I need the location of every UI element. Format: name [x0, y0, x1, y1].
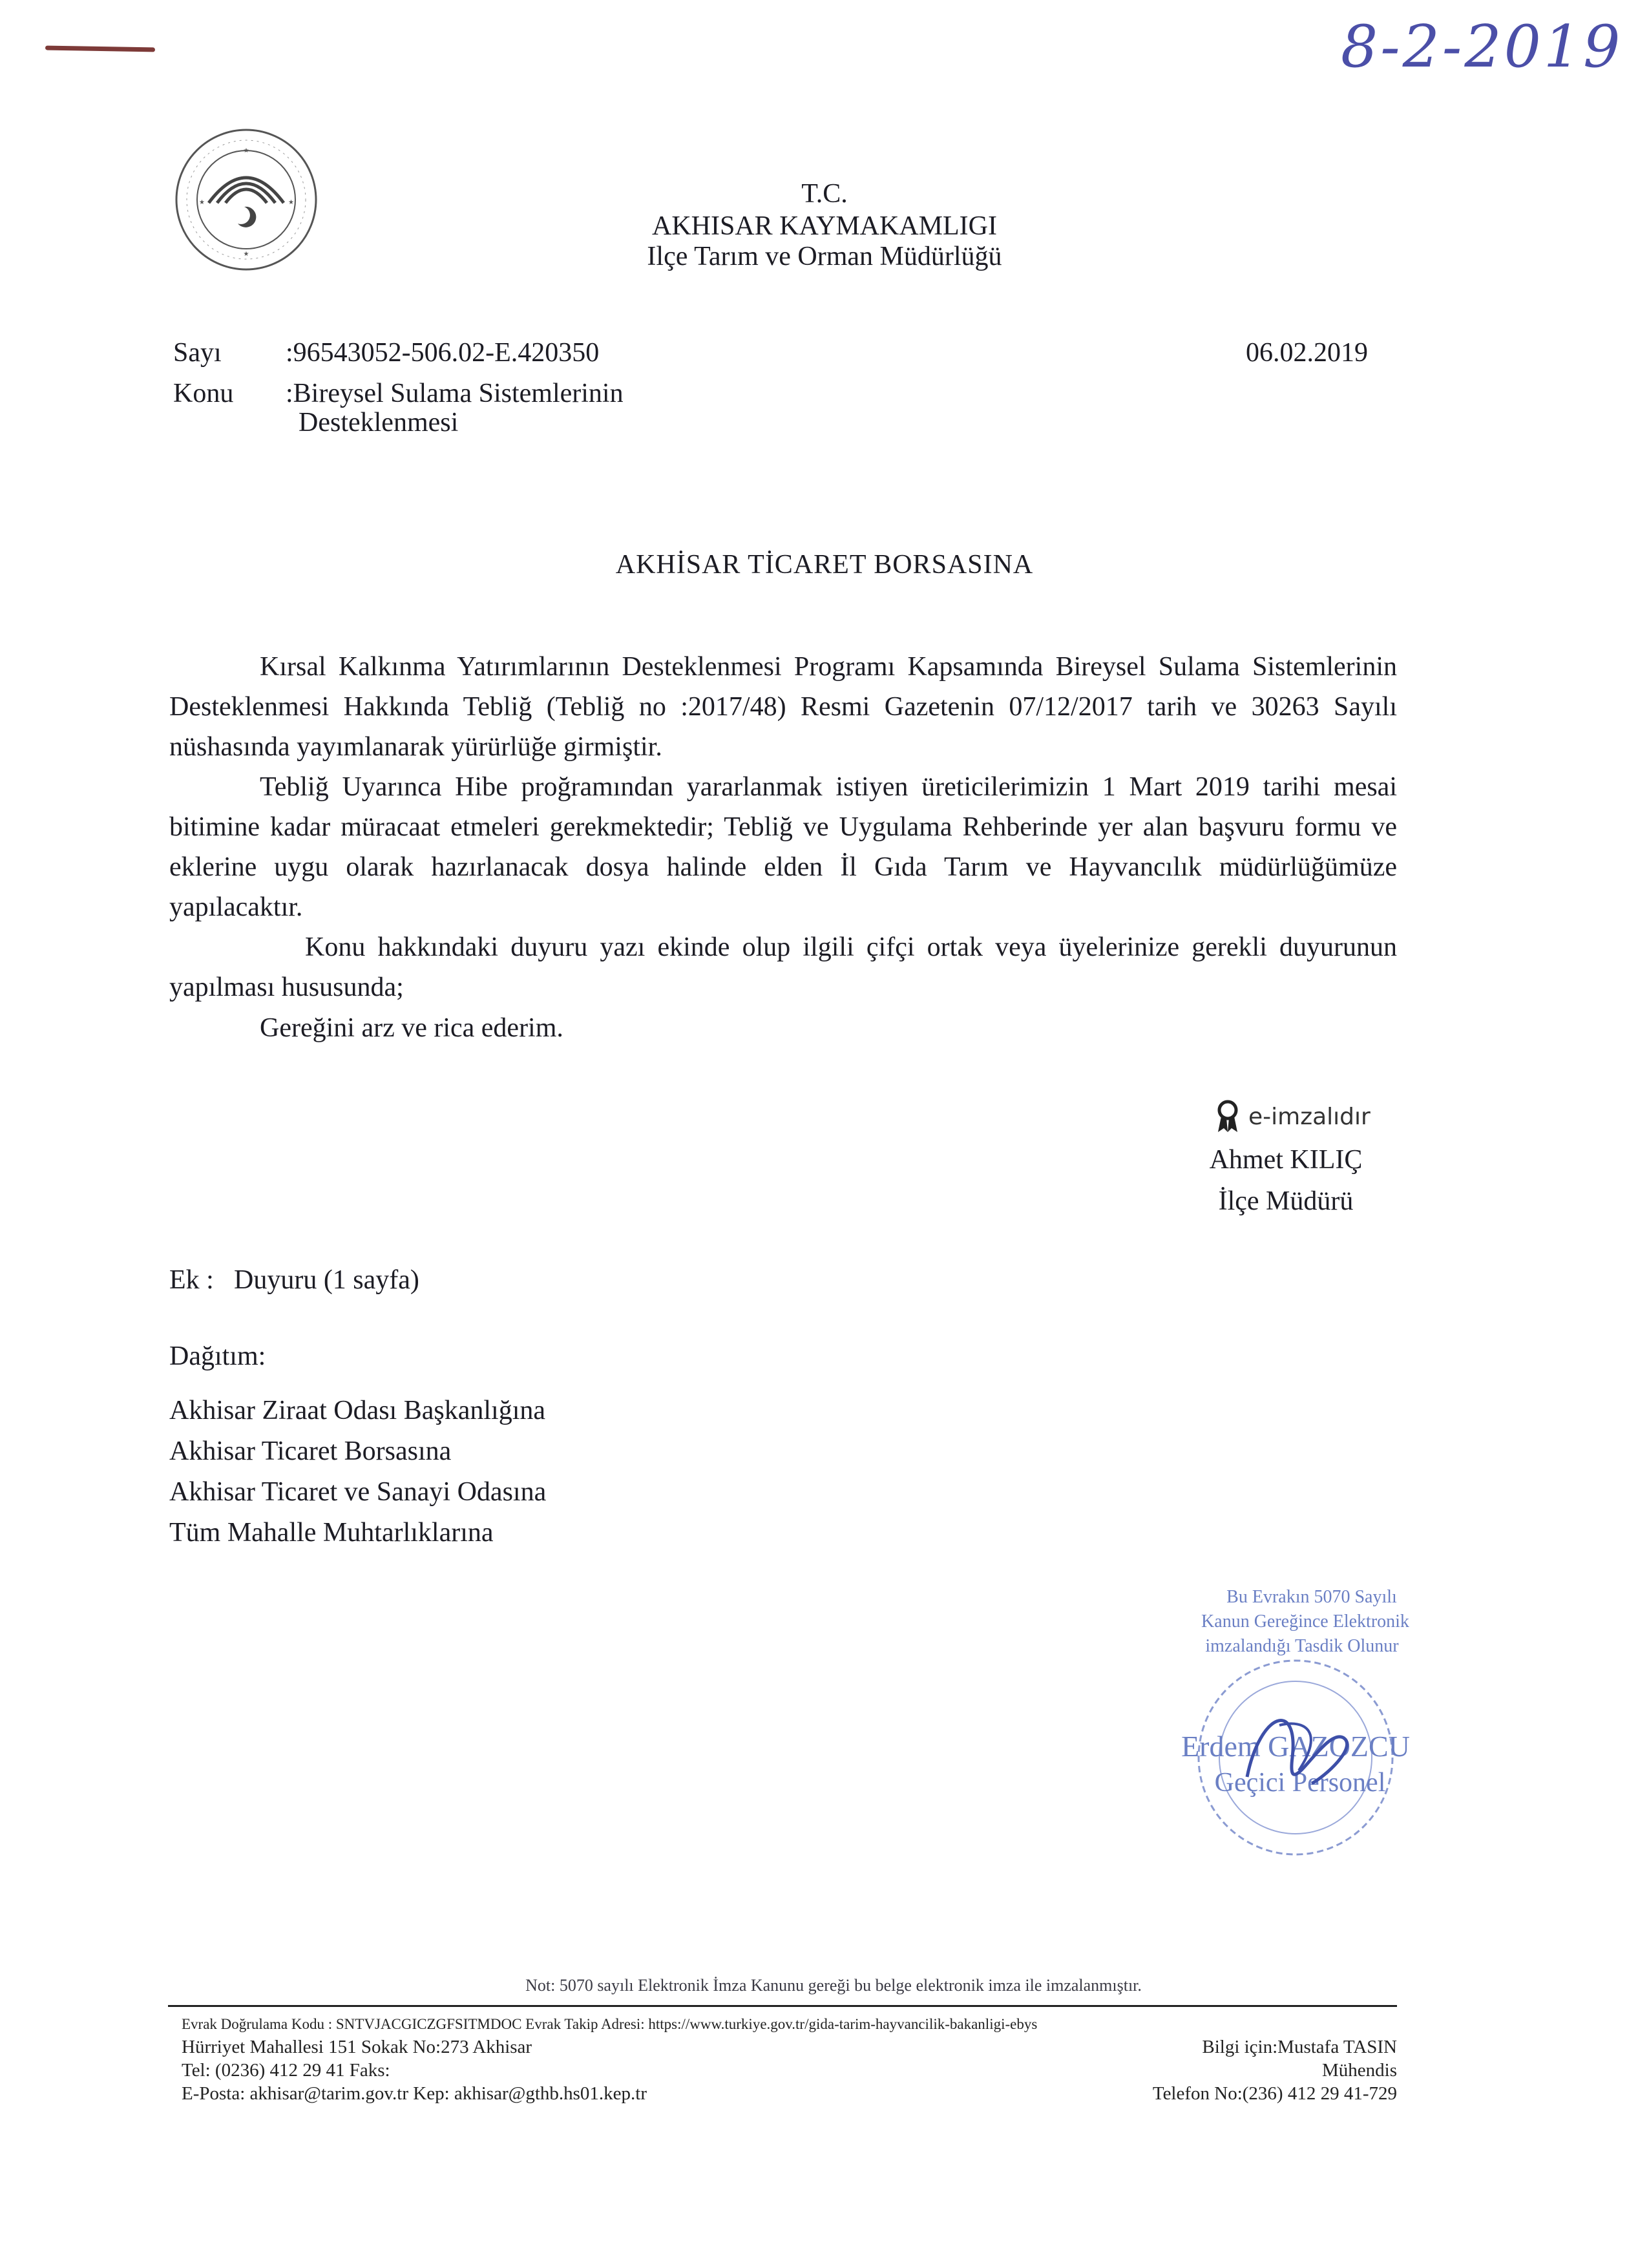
- stamp-line-2: Kanun Gereğince Elektronik: [1201, 1612, 1409, 1632]
- footer-address: Hürriyet Mahallesi 151 Sokak No:273 Akhisar: [182, 2037, 532, 2057]
- footer-telephone: Tel: (0236) 412 29 41 Faks:: [182, 2060, 390, 2081]
- attachment-value: Duyuru (1 sayfa): [234, 1265, 419, 1295]
- body-paragraph-4: Gereğini arz ve rica ederim.: [260, 1013, 563, 1043]
- header-institution: AKHISAR KAYMAKAMLIGI: [652, 211, 997, 241]
- distribution-item: Akhisar Ziraat Odası Başkanlığına: [169, 1396, 546, 1425]
- body-paragraph-2: Tebliğ Uyarınca Hibe proğramından yararlanmak istiyen üreticilerimizin 1 Mart 2019 tarihi mesai bitimine kadar müracaat etmeleri gerekmektedir; Tebliğ ve Uygulama Rehberinde yer alan başvuru formu ve eklerine uygu olarak hazırlanacak dosya halinde elden İl Gıda Tarım ve Hayvancılık müdürlüğümüze yapılacaktır.: [169, 772, 1397, 922]
- stamp-name: Erdem GAZOZCU: [1181, 1730, 1410, 1763]
- distribution-item: Akhisar Ticaret ve Sanayi Odasına: [169, 1477, 547, 1507]
- header-tc: T.C.: [801, 179, 848, 209]
- konu-value-2: Desteklenmesi: [299, 408, 459, 437]
- konu-value-1: :Bireysel Sulama Sistemlerinin: [286, 379, 624, 408]
- svg-text:★: ★: [243, 251, 249, 258]
- document-date: 06.02.2019: [1246, 338, 1368, 368]
- svg-text:★: ★: [288, 199, 294, 206]
- sayi-label: Sayı: [173, 338, 222, 368]
- body-paragraph-3: Konu hakkındaki duyuru yazı ekinde olup ilgili çifçi ortak veya üyelerinize gerekli duyurunun yapılması hususunda;: [169, 932, 1397, 1002]
- footer-e-signature-note: Not: 5070 sayılı Elektronik İmza Kanunu gereği bu belge elektronik imza ile imzalanmıştır.: [525, 1976, 1142, 1995]
- addressee: AKHİSAR TİCARET BORSASINA: [615, 550, 1034, 580]
- stamp-line-3: imzalandığı Tasdik Olunur: [1205, 1636, 1399, 1656]
- distribution-item: Tüm Mahalle Muhtarlıklarına: [169, 1518, 494, 1548]
- stamp-role: Geçici Personel: [1214, 1768, 1386, 1798]
- footer-divider: [168, 2005, 1397, 2007]
- stamp-line-1: Bu Evrakın 5070 Sayılı: [1226, 1587, 1397, 1607]
- distribution-label: Dağıtım:: [169, 1341, 266, 1371]
- e-signed-label: e-imzalıdır: [1248, 1103, 1371, 1130]
- svg-text:★: ★: [249, 214, 257, 223]
- handwritten-date: 8-2-2019: [1341, 13, 1623, 81]
- svg-text:★: ★: [199, 199, 205, 206]
- pen-dash-mark: [45, 46, 155, 52]
- body-paragraph-1: Kırsal Kalkınma Yatırımlarının Desteklenmesi Programı Kapsamında Bireysel Sulama Sistemlerinin Desteklenmesi Hakkında Tebliğ (Tebliğ no :2017/48) Resmi Gazetenin 07/12/2017 tarih ve 30263 Sayılı nüshasında yayımlanarak yürürlüğe girmiştir.: [169, 652, 1397, 762]
- svg-text:★: ★: [243, 147, 249, 154]
- footer-verification: Evrak Doğrulama Kodu : SNTVJACGICZGFSITMDOC Evrak Takip Adresi: https://www.turkiye.gov.tr/gida-tarim-hayvancilik-bakanligi-ebys: [182, 2016, 1038, 2032]
- signer-title: İlçe Müdürü: [1218, 1186, 1354, 1216]
- footer-contact-title: Mühendis: [1322, 2060, 1397, 2081]
- footer-contact: Bilgi için:Mustafa TASIN: [1202, 2037, 1397, 2057]
- distribution-item: Akhisar Ticaret Borsasına: [169, 1436, 452, 1466]
- signer-name: Ahmet KILIÇ: [1209, 1145, 1363, 1175]
- award-ribbon-icon: [1215, 1100, 1241, 1133]
- certification-stamp: [1131, 1564, 1454, 1861]
- konu-label: Konu: [173, 379, 234, 408]
- footer-email: E-Posta: akhisar@tarim.gov.tr Kep: akhisar@gthb.hs01.kep.tr: [182, 2083, 647, 2104]
- sayi-value: :96543052-506.02-E.420350: [286, 338, 600, 368]
- e-signature-block: [1215, 1098, 1402, 1135]
- header-directorate: Ilçe Tarım ve Orman Müdürlüğü: [647, 242, 1002, 271]
- attachment-label: Ek :: [169, 1265, 214, 1295]
- footer-contact-phone: Telefon No:(236) 412 29 41-729: [1152, 2083, 1397, 2104]
